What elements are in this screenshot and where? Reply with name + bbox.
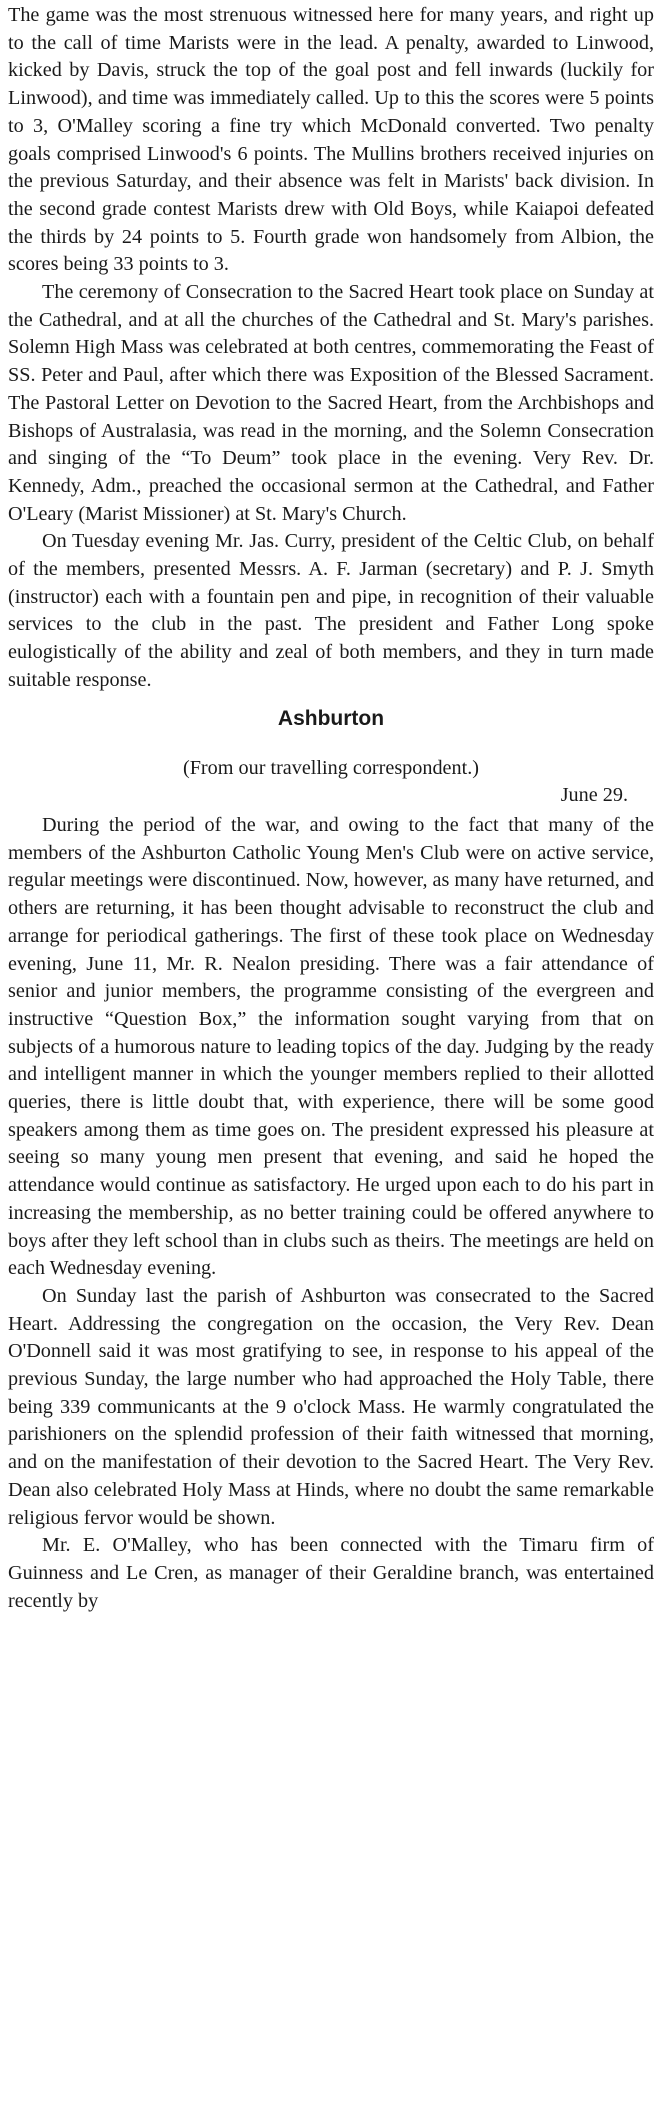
article-paragraph-rugby: The game was the most strenuous witnessed here for many years, and right up to the call of time Marists were in the lead. A penalty, awarded to Linwood, kicked by Davis, struck the top of the goal post and fell inwards (luckily for Linwood), and time was immediately called. Up to this the scores were 5 points to 3, O'Malley scoring a fine try which McDonald converted. Two penalty goals comprised Linwood's 6 points. The Mullins brothers received injuries on the previous Saturday, and their absence was felt in Marists' back division. In the second grade contest Marists drew with Old Boys, while Kaiapoi defeated the thirds by 24 points to 5. Fourth grade won handsomely from Albion, the scores being 33 points to 3.	[8, 4, 654, 276]
dateline: June 29.	[560, 784, 628, 807]
article-paragraph-parish-consecration: On Sunday last the parish of Ashburton was consecrated to the Sacred Heart. Addressing the congregation on the occasion, the Very Rev. Dean O'Donnell said it was most gratifying to see, in response to his appeal of the previous Sunday, the large number who had approached the Holy Table, there being 339 communicants at the 9 o'clock Mass. He warmly congratulated the parishioners on the splendid profession of their faith witnessed that morning, and on the manifestation of their devotion to the Sacred Heart. The Very Rev. Dean also celebrated Holy Mass at Hinds, where no doubt the same remarkable religious fervor would be shown.	[8, 1284, 654, 1529]
article-paragraph-celtic-club: On Tuesday evening Mr. Jas. Curry, president of the Celtic Club, on behalf of the members, presented Messrs. A. F. Jarman (secretary) and P. J. Smyth (instructor) each with a fountain pen and pipe, in recognition of their valuable services to the club in the past. The president and Father Long spoke eulogistically of the ability and zeal of both members, and they in turn made suitable response.	[8, 530, 654, 691]
section-heading: Ashburton	[277, 706, 385, 730]
article-paragraph-young-mens-club: During the period of the war, and owing to the fact that many of the members of the Ashburton Catholic Young Men's Club were on active service, regular meetings were discontinued. Now, however, as many have returned, and others are returning, it has been thought advisable to reconstruct the club and arrange for periodical gatherings. The first of these took place on Wednesday evening, June 11, Mr. R. Nealon presiding. There was a fair attendance of senior and junior members, the programme consisting of the evergreen and instructive “Question Box,” the information sought varying from that on subjects of a humorous nature to leading topics of the day. Judging by the ready and intelligent manner in which the younger members replied to their allotted queries, there is little doubt that, with experience, there will be some good speakers among them as time goes on. The president expressed his pleasure at seeing so many young men present that evening, and said he hoped the attendance would continue as satisfactory. He urged upon each to do his part in increasing the membership, as no better training could be offered anywhere to boys after they left school than in clubs such as theirs. The meetings are held on each Wednesday evening.	[8, 813, 654, 1280]
article-paragraph-omalley: Mr. E. O'Malley, who has been connected with the Timaru firm of Guinness and Le Cren, as manager of their Geraldine branch, was entertained recently by	[8, 1534, 654, 1612]
correspondent-byline: (From our travelling correspondent.)	[182, 756, 479, 779]
article-paragraph-consecration: The ceremony of Consecration to the Sacred Heart took place on Sunday at the Cathedral, and at all the churches of the Cathedral and St. Mary's parishes. Solemn High Mass was celebrated at both centres, commemorating the Feast of SS. Peter and Paul, after which there was Exposition of the Blessed Sacrament. The Pastoral Letter on Devotion to the Sacred Heart, from the Archbishops and Bishops of Australasia, was read in the morning, and the Solemn Consecration and singing of the “To Deum” took place in the evening. Very Rev. Dr. Kennedy, Adm., preached the occasional sermon at the Cathedral, and Father O'Leary (Marist Missioner) at St. Mary's Church.	[8, 281, 654, 525]
